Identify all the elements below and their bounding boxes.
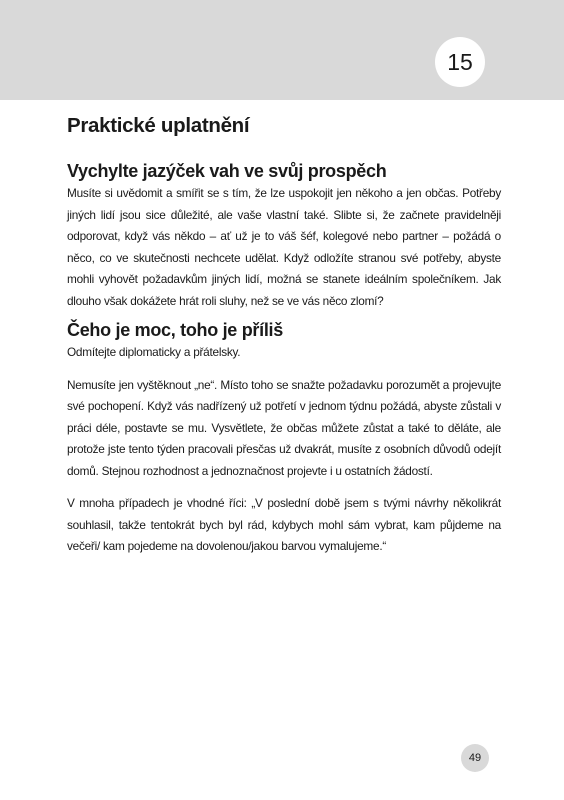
paragraph: Odmítejte diplomaticky a přátelsky. <box>67 345 241 359</box>
page-title: Praktické uplatnění <box>67 114 250 137</box>
section-heading: Čeho je moc, toho je příliš <box>67 320 283 340</box>
paragraph: V mnoha případech je vhodné říci: „V poslední době jsem s tvými návrhy několikrát souhlasil, takže tentokrát bych byl rád, kdybych mohl sám vybrat, kam půjdeme na večeři/ kam pojedeme na dovolenou/jakou barvou vymalujeme.“ <box>67 496 501 553</box>
chapter-number-badge: 15 <box>435 37 485 87</box>
paragraph: Musíte si uvědomit a smířit se s tím, že lze uspokojit jen někoho a jen občas. Potřeby jiných lidí jsou sice důležité, ale vaše vlastní také. Slibte si, že začnete pravidelněji odporovat, když vás někdo – ať už je to váš šéf, kolegové nebo partner – požádá o něco, co ve skutečnosti nechcete udělat. Když odložíte stranou své potřeby, abyste mohli vyhovět požadavkům jiných lidí, možná se stanete ideálním společníkem. Jak dlouho však dokážete hrát roli sluhy, než se ve vás něco zlomí? <box>67 186 501 308</box>
page-number: 49 <box>461 744 489 772</box>
paragraph: Nemusíte jen vyštěknout „ne“. Místo toho se snažte požadavku porozumět a projevujte své pochopení. Když vás nadřízený už potřetí v jednom týdnu požádá, abyste zůstali v práci déle, postavte se mu. Vysvětlete, že občas můžete zůstat a také to děláte, ale protože jste tento týden pracovali přesčas už dvakrát, musíte z osobních důvodů odejít domů. Stejnou rozhodnost a jednoznačnost projevte i u ostatních žádostí. <box>67 377 501 478</box>
section-heading: Vychylte jazýček vah ve svůj prospěch <box>67 161 387 181</box>
header-band <box>0 0 564 100</box>
page-content <box>67 111 501 558</box>
